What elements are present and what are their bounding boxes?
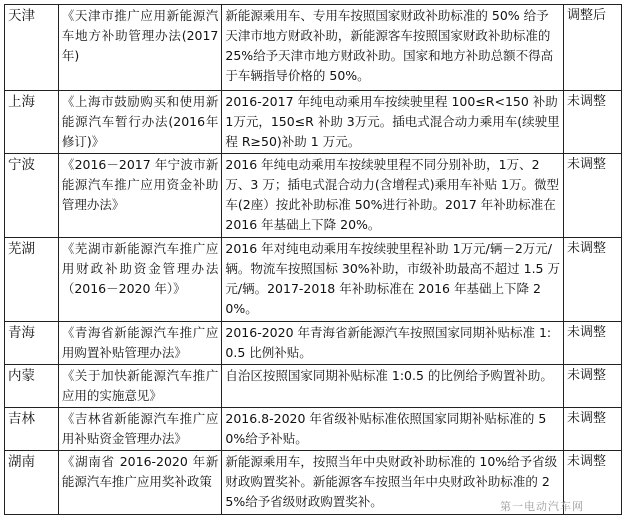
region-cell xyxy=(5,238,59,322)
subsidy-content: 新能源乘用车、专用车按照国家财政补助标准的 50% 给予天津市地方财政补助，新能源客车按照国家财政补助标准的 25%给予天津市地方财政补助。国家和地方补助总额不得高于车辆指导价格的 50%。 xyxy=(225,8,554,83)
adjustment-status: 未调整 xyxy=(567,241,607,256)
status-cell xyxy=(564,238,622,322)
status-cell xyxy=(564,154,622,238)
adjustment-status: 未调整 xyxy=(567,157,607,172)
adjustment-status: 未调整 xyxy=(567,454,607,469)
subsidy-policy-table xyxy=(4,4,622,515)
subsidy-content: 自治区按照国家同期补贴标准 1:0.5 的比例给予购置补助。 xyxy=(225,368,553,383)
subsidy-content: 2016-2020 年青海省新能源汽车按照国家同期补贴标准 1:0.5 比例补贴。 xyxy=(225,325,552,360)
policy-cell xyxy=(58,154,222,238)
region-cell xyxy=(5,365,59,408)
adjustment-status: 未调整 xyxy=(567,94,607,109)
subsidy-content: 2016-2017 年纯电动乘用车按续驶里程 100≤R<150 补助 1万元，150≤R 补助 3万元。插电式混合动力乘用车(续驶里程 R≥50)补助 1 万元。 xyxy=(225,94,560,149)
table-row xyxy=(5,5,622,91)
status-cell xyxy=(564,322,622,365)
table-row xyxy=(5,365,622,408)
table-row xyxy=(5,322,622,365)
adjustment-status: 未调整 xyxy=(567,368,607,383)
policy-title: 《关于加快新能源汽车推广应用的实施意见》 xyxy=(61,368,219,403)
region-cell xyxy=(5,154,59,238)
policy-cell xyxy=(58,5,222,91)
region-cell xyxy=(5,5,59,91)
subsidy-content: 2016 年纯电动乘用车按续驶里程不同分别补助，1万、2 万、3 万；插电式混合动力(含增程式)乘用车补贴 1万。微型车(2座）按此补助标准 50%进行补助。2017 年补助标准在 2016 年基础上下降 20%。 xyxy=(225,157,559,232)
content-cell xyxy=(222,5,564,91)
region-name: 芜湖 xyxy=(8,241,35,257)
status-cell xyxy=(564,5,622,91)
region-name: 吉林 xyxy=(8,411,35,427)
region-name: 内蒙 xyxy=(8,368,35,384)
subsidy-content: 2016.8-2020 年省级补贴标准依照国家同期补贴标准的 50%给予补贴。 xyxy=(225,411,547,446)
table-row xyxy=(5,408,622,451)
content-cell xyxy=(222,408,564,451)
adjustment-status: 未调整 xyxy=(567,411,607,426)
table-row xyxy=(5,154,622,238)
content-cell xyxy=(222,154,564,238)
policy-cell xyxy=(58,322,222,365)
policy-title: 《湖南省 2016-2020 年新能源汽车推广应用奖补政策 xyxy=(61,454,219,489)
region-cell xyxy=(5,322,59,365)
policy-cell xyxy=(58,91,222,154)
table-row xyxy=(5,238,622,322)
region-name: 湖南 xyxy=(8,454,35,470)
policy-cell xyxy=(58,408,222,451)
content-cell xyxy=(222,238,564,322)
region-name: 青海 xyxy=(8,325,35,341)
status-cell xyxy=(564,91,622,154)
region-name: 宁波 xyxy=(8,157,35,173)
policy-cell xyxy=(58,365,222,408)
status-cell xyxy=(564,408,622,451)
policy-title: 《芜湖市新能源汽车推广应用财政补助资金管理办法（2016－2020 年）》 xyxy=(61,241,219,296)
region-cell xyxy=(5,408,59,451)
policy-cell xyxy=(58,238,222,322)
policy-title: 《天津市推广应用新能源汽车地方补助管理办法(2017年) xyxy=(61,8,219,63)
policy-title: 《吉林省新能源汽车推广应用补贴资金管理办法》 xyxy=(61,411,219,446)
policy-title: 《青海省新能源汽车推广应用购置补贴管理办法》 xyxy=(61,325,219,360)
policy-cell xyxy=(58,451,222,515)
region-cell xyxy=(5,91,59,154)
policy-title: 《2016－2017 年宁波市新能源汽车推广应用资金补助管理办法》 xyxy=(61,157,219,212)
adjustment-status: 未调整 xyxy=(567,325,607,340)
content-cell xyxy=(222,322,564,365)
watermark: 第一电动汽车网 xyxy=(500,500,584,513)
content-cell xyxy=(222,365,564,408)
subsidy-content: 新能源乘用车，按照当年中央财政补助标准的 10%给予省级财政购置奖补。新能源客车按照当年中央财政补助标准的 25%给予省级财政购置奖补。 xyxy=(225,454,558,509)
subsidy-content: 2016 年对纯电动乘用车按续驶里程补助 1万元/辆－2万元/辆。物流车按照国标 30%补助，市级补助最高不超过 1.5 万元/辆。2017-2018 年补助标准在 2016 年基础上下降 20%。 xyxy=(225,241,560,316)
policy-title: 《上海市鼓励购买和使用新能源汽车暂行办法(2016年修订)》 xyxy=(61,94,219,149)
adjustment-status: 调整后 xyxy=(567,8,607,23)
region-name: 上海 xyxy=(8,94,35,110)
region-name: 天津 xyxy=(8,8,35,24)
status-cell xyxy=(564,365,622,408)
content-cell xyxy=(222,91,564,154)
region-cell xyxy=(5,451,59,515)
table-row xyxy=(5,91,622,154)
